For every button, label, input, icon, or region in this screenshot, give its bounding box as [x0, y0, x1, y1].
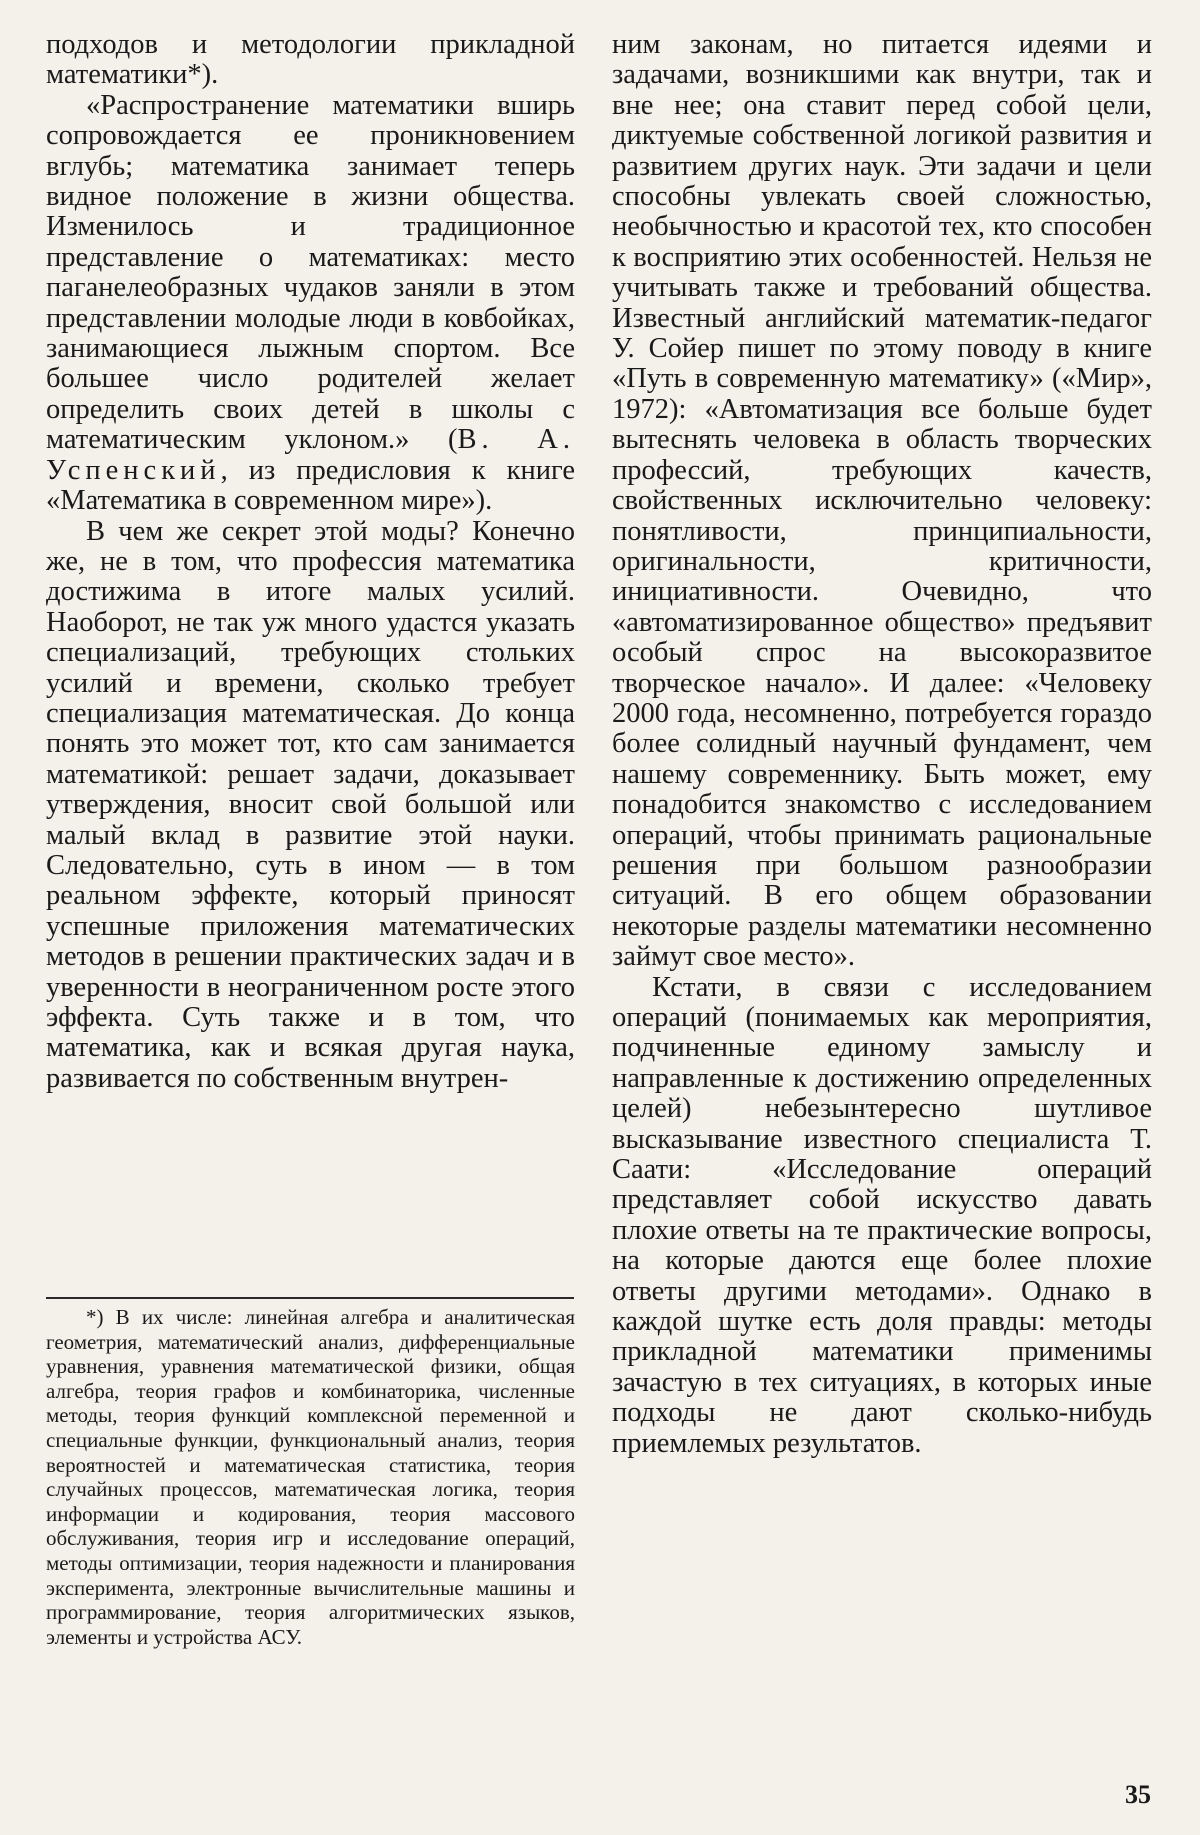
left-paragraph-2 — [46, 91, 575, 517]
quote-uspensky: «Распространение математики вширь сопровождается ее проникновением вглубь; математика занимает теперь видное положение в жизни общества. Изменилось и традиционное представление о математиках: место паганелеобразных чудаков заняли в этом представлении молодые люди в ковбойках, занимающиеся лыжным спортом. Все большее число родителей желает определить своих детей в школы с математическим уклоном.» ( — [46, 89, 575, 456]
right-paragraph-1: ним законам, но питается идеями и задачами, возникшими как внутри, так и вне нее; она ставит перед собой цели, диктуемые собственной логикой развития и развитием других наук. Эти задачи и цели способны увлекать своей сложностью, необычностью и красотой тех, кто способен к восприятию этих особенностей. Нельзя не учитывать также и требований общества. Известный английский математик-педагог У. Сойер пишет по этому поводу в книге «Путь в современную математику» («Мир», 1972): «Автоматизация все больше будет вытеснять человека в область творческих профессий, требующих качеств, свойственных исключительно человеку: понятливости, принципиальности, оригинальности, критичности, инициативности. Очевидно, что «автоматизированное общество» предъявит особый спрос на высокоразвитое творческое начало». И далее: «Человеку 2000 года, несомненно, потребуется гораздо более солидный научный фундамент, чем нашему современнику. Быть может, ему понадобится знакомство с исследованием операций, чтобы принимать рациональные решения при большом разнообразии ситуаций. В его общем образовании некоторые разделы математики несомненно займут свое место». — [612, 29, 1152, 973]
right-column — [612, 30, 1152, 1459]
author-name: В. А. Успенский — [46, 424, 575, 486]
footnote-divider — [46, 1297, 574, 1299]
left-paragraph-1: подходов и методологии прикладной математики*). — [46, 29, 575, 91]
footnote-text: *) В их числе: линейная алгебра и аналитическая геометрия, математический анализ, дифференциальные уравнения, уравнения математической физики, общая алгебра, теория графов и комбинаторика, численные методы, теория функций комплексной переменной и специальные функции, функциональный анализ, теория вероятностей и математическая статистика, теория случайных процессов, математическая логика, теория информации и кодирования, теория массового обслуживания, теория игр и исследование операций, методы оптимизации, теория надежности и планирования эксперимента, электронные вычислительные машины и программирование, теория алгоритмических языков, элементы и устройства АСУ. — [46, 1305, 575, 1649]
footnote — [46, 1305, 575, 1649]
page-number: 35 — [1125, 1780, 1151, 1809]
left-column — [46, 30, 575, 1094]
left-paragraph-3: В чем же секрет этой моды? Конечно же, не в том, что профессия математика достижима в итоге малых усилий. Наоборот, не так уж много удастся указать специализаций, требующих стольких усилий и времени, сколько требует специализация математическая. До конца понять это может тот, кто сам занимается математикой: решает задачи, доказывает утверждения, вносит свой большой или малый вклад в развитие этой науки. Следовательно, суть в ином — в том реальном эффекте, который приносят успешные приложения математических методов в решении практических задач и в уверенности в неограниченном росте этого эффекта. Суть также и в том, что математика, как и всякая другая наука, развивается по собственным внутрен- — [46, 515, 575, 1094]
right-paragraph-2: Кстати, в связи с исследованием операций (понимаемых как мероприятия, подчиненные единому замыслу и направленные к достижению определенных целей) небезынтересно шутливое высказывание известного специалиста Т. Саати: «Исследование операций представляет собой искусство давать плохие ответы на те практические вопросы, на которые даются еще более плохие ответы другими методами». Однако в каждой шутке есть доля правды: методы прикладной математики применимы зачастую в тех ситуациях, в которых иные подходы не дают сколько-нибудь приемлемых результатов. — [612, 971, 1152, 1459]
quote-source: , из предисловия к книге «Математика в современном мире»). — [46, 454, 575, 517]
